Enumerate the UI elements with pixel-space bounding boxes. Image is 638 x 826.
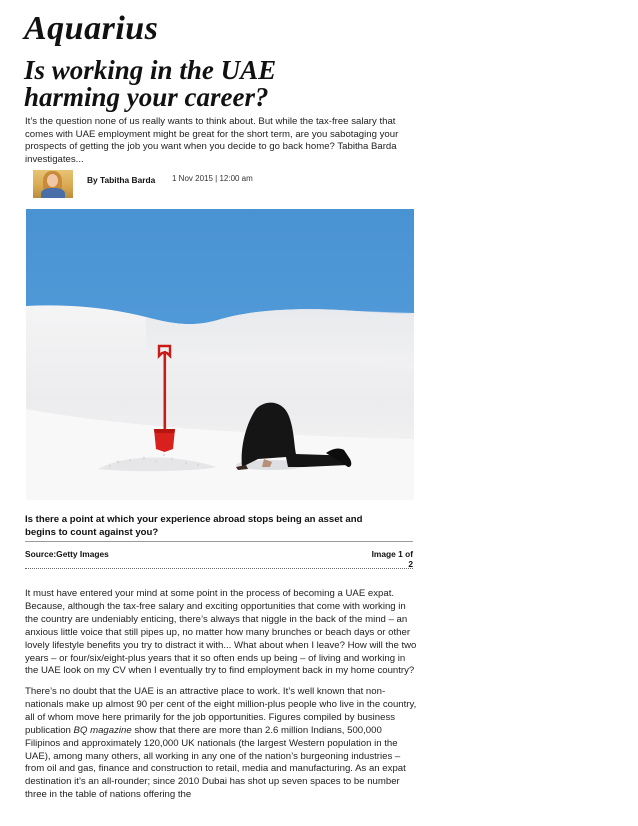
publish-date: 1 Nov 2015 | 12:00 am	[172, 174, 253, 183]
body-paragraph-2	[25, 686, 417, 802]
caption-divider	[25, 541, 413, 542]
headline-line-2: harming your career?	[24, 82, 269, 112]
masthead-logo[interactable]: Aquarius	[24, 10, 159, 47]
gallery-divider	[25, 568, 413, 569]
image-source: Source:Getty Images	[25, 549, 109, 559]
body-paragraph-2-part-b: show that there are more than 2.6 million Indians, 500,000 Filipinos and approximately 120,000 UK nationals (the largest Western population in the UAE), among many others, all working in any one of the nation’s burgeoning industries – from oil and gas, finance and construction to retail, media and manufacturing. As an expat destination it’s an all-rounder; since 2010 Dubai has shot up seven spaces to be number three in the table of nations offering the	[25, 724, 406, 801]
publication-name: BQ magazine	[73, 724, 132, 736]
article-standfirst: It’s the question none of us really wants to think about. But while the tax-free salary that comes with UAE employment might be great for the short term, are you sabotaging your prospects of getting the job you want when you decide to go back home? Tabitha Barda investigates...	[25, 116, 399, 165]
image-counter: Image 1 of 2	[371, 549, 413, 569]
body-paragraph-2-part-a: There’s no doubt that the UAE is an attractive place to work. It’s well known that non-nationals make up almost 90 per cent of the eight million-plus people who live in the country, all of whom move here primarily for the job opportunities. Figures compiled by business publication	[25, 686, 417, 736]
image-caption: Is there a point at which your experience abroad stops being an asset and begins to count against you?	[25, 514, 363, 538]
body-paragraph-1: It must have entered your mind at some point in the process of becoming a UAE expat. Because, although the tax-free salary and exciting opportunities that come with working in the country are undeniably enticing, there’s always that niggle in the back of the mind – an anxious little voice that still pipes up, no matter how many brunches or beach days or other lovely lifestyle benefits you try to distract it with... What about when I leave? How will the two years – or four/six/eight-plus years that it so often ends up being – of living and working in the UAE look on my CV when I eventually try to find employment back in my home country?	[25, 588, 417, 677]
article-headline	[24, 57, 424, 111]
author-byline[interactable]: By Tabitha Barda	[87, 175, 156, 185]
headline-line-1: Is working in the UAE	[24, 55, 277, 85]
hero-image[interactable]	[26, 209, 414, 500]
author-avatar[interactable]	[33, 170, 73, 198]
